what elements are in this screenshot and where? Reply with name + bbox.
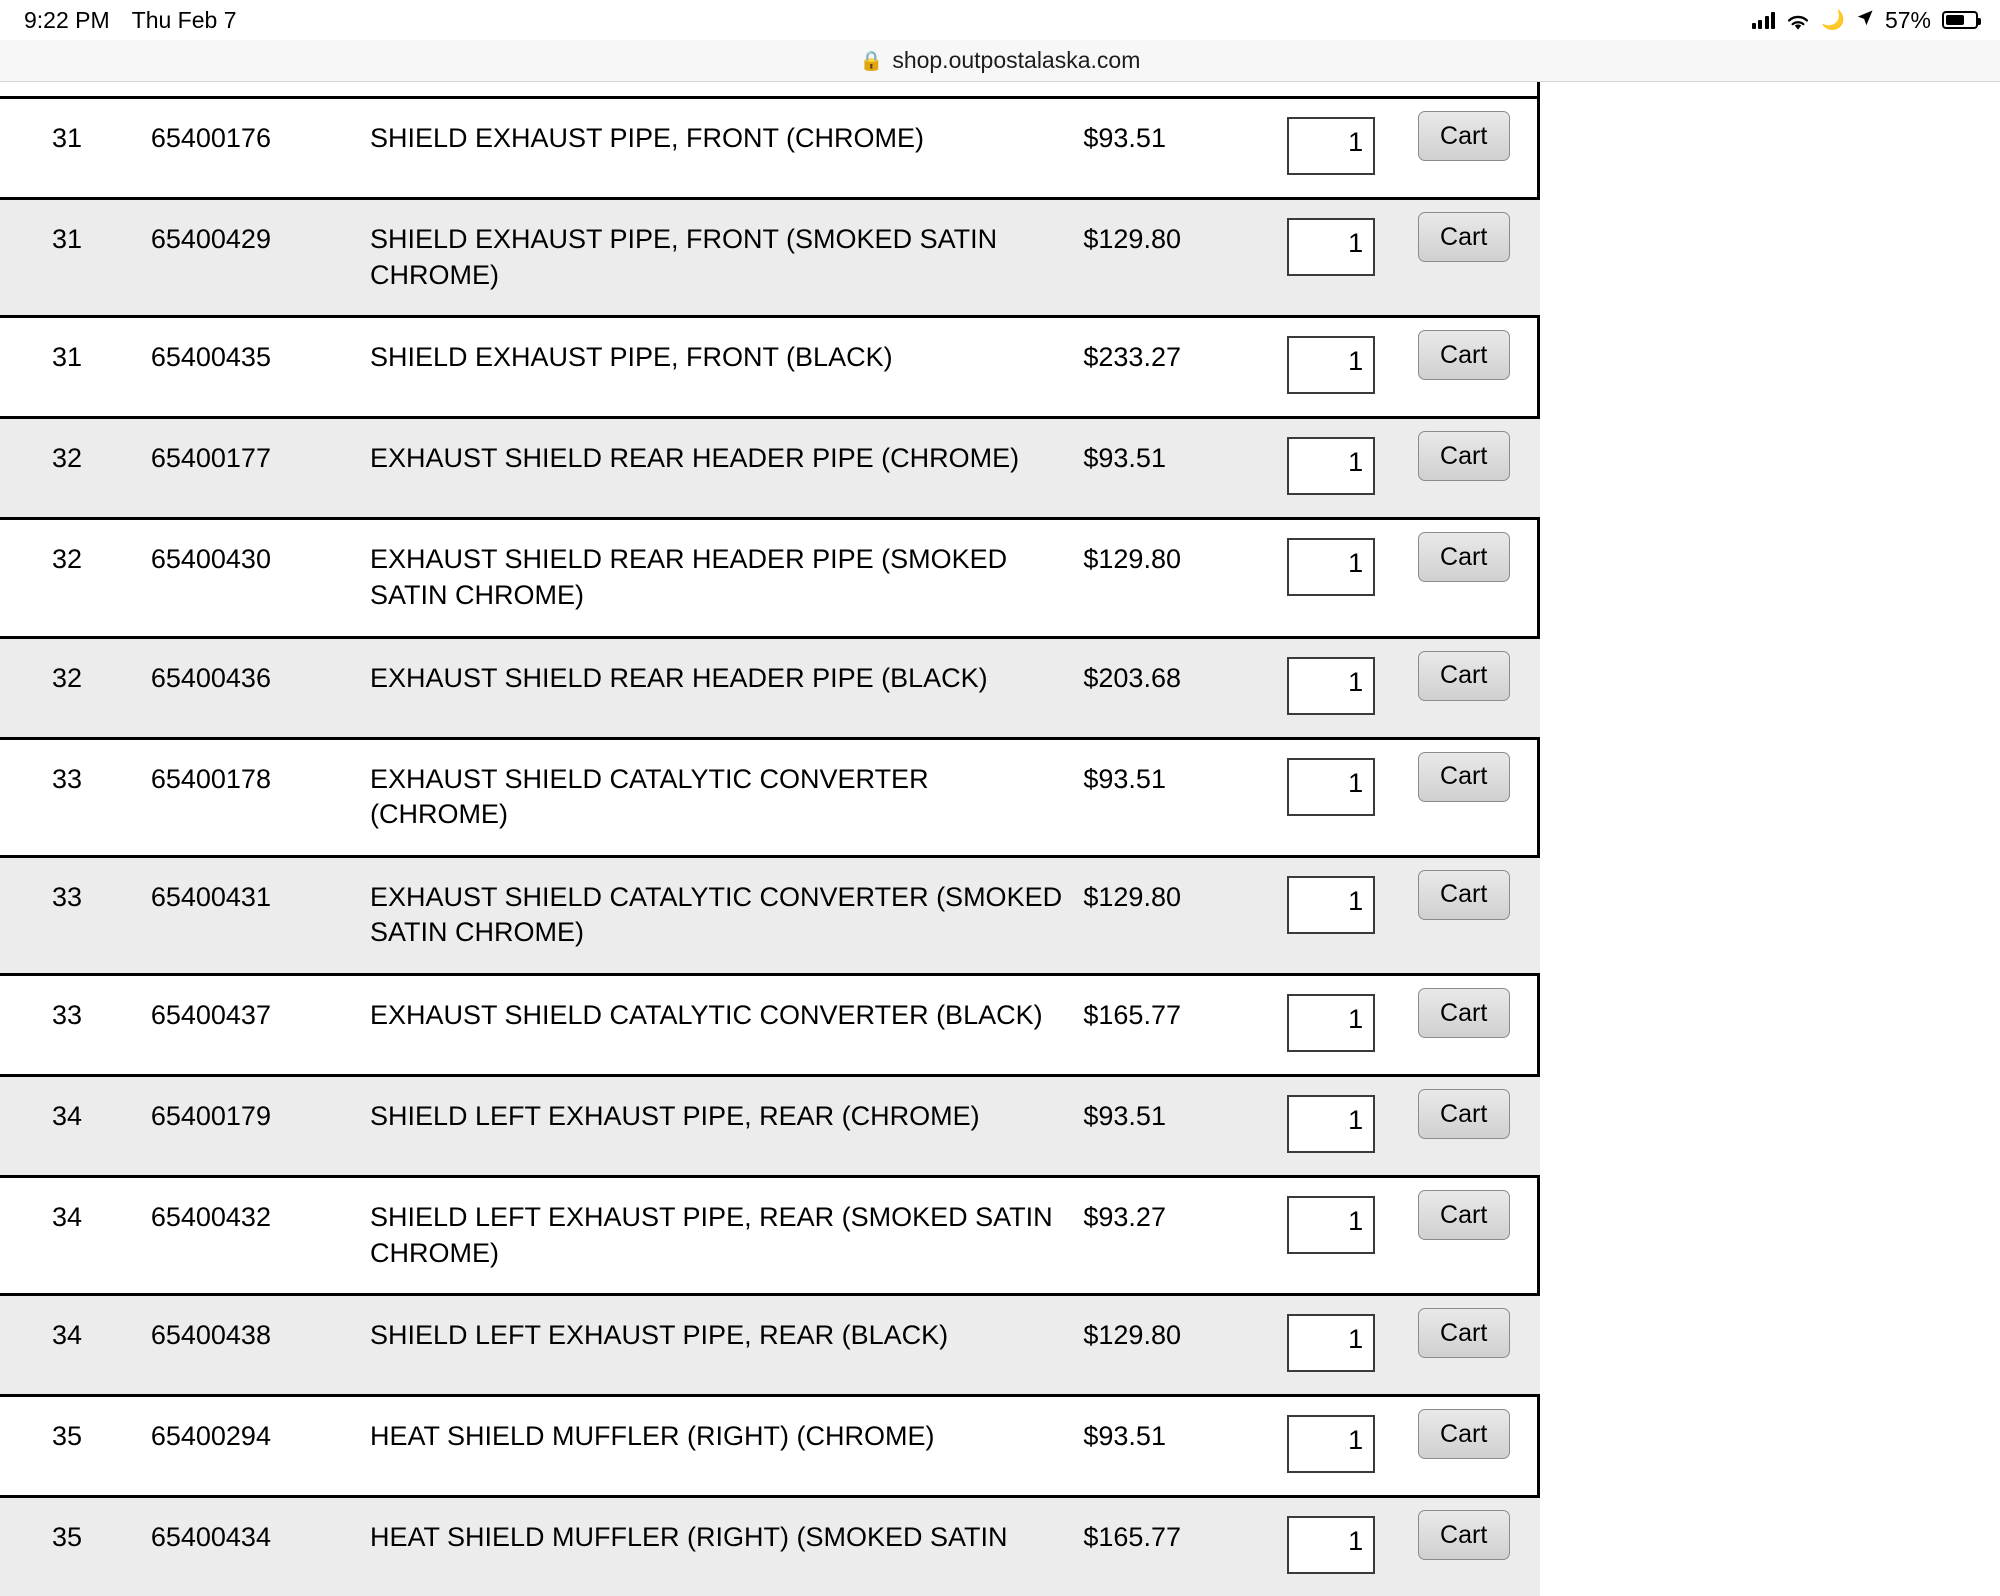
- cell-description: SHIELD LEFT EXHAUST PIPE, REAR (SMOKED SATIN CHROME): [370, 1177, 1083, 1295]
- add-to-cart-button[interactable]: Cart: [1418, 111, 1510, 161]
- cell-description: SHIELD LEFT EXHAUST PIPE, REAR (CHROME): [370, 1076, 1083, 1177]
- cell-part-number: 65400438: [151, 1295, 370, 1396]
- ios-status-bar: [0, 0, 2000, 40]
- cell-description: EXHAUST SHIELD CATALYTIC CONVERTER (SMOKED SATIN CHROME): [370, 856, 1083, 974]
- address-bar-url: shop.outpostalaska.com: [892, 47, 1140, 74]
- moon-icon: 🌙: [1821, 11, 1845, 30]
- add-to-cart-button[interactable]: Cart: [1418, 1409, 1510, 1459]
- cell-ref: 33: [0, 738, 151, 856]
- add-to-cart-button[interactable]: Cart: [1418, 330, 1510, 380]
- cell-price: $233.27: [1083, 317, 1287, 418]
- table-row: [0, 1396, 1540, 1497]
- cell-quantity: [1287, 975, 1417, 1076]
- quantity-input[interactable]: 1: [1287, 1314, 1375, 1372]
- cell-part-number: 65400178: [151, 738, 370, 856]
- cell-quantity: [1287, 637, 1417, 738]
- status-bar-date: Thu Feb 7: [132, 7, 237, 34]
- cell-description: EXHAUST SHIELD REAR HEADER PIPE (BLACK): [370, 637, 1083, 738]
- cell-description: SHIELD EXHAUST PIPE, FRONT (SMOKED SATIN CHROME): [370, 199, 1083, 317]
- browser-address-bar[interactable]: [0, 40, 2000, 82]
- table-row: [0, 199, 1540, 317]
- cell-price: $129.80: [1083, 519, 1287, 637]
- cell-ref: 33: [0, 975, 151, 1076]
- cell-description: SHIELD EXHAUST PIPE, FRONT (BLACK): [370, 317, 1083, 418]
- cell-quantity: [1287, 1295, 1417, 1396]
- parts-table: [0, 96, 1540, 1596]
- cell-quantity: [1287, 1497, 1417, 1596]
- cell-cart: [1418, 199, 1540, 317]
- table-top-edge: [0, 82, 1540, 96]
- cell-ref: 32: [0, 637, 151, 738]
- parts-table-wrapper: [0, 96, 1540, 1596]
- table-row: [0, 637, 1540, 738]
- cell-price: $129.80: [1083, 856, 1287, 974]
- cell-description: HEAT SHIELD MUFFLER (RIGHT) (SMOKED SATIN: [370, 1497, 1083, 1596]
- location-icon: [1856, 9, 1874, 31]
- cell-part-number: 65400177: [151, 418, 370, 519]
- cell-price: $93.27: [1083, 1177, 1287, 1295]
- table-row: [0, 738, 1540, 856]
- quantity-input[interactable]: 1: [1287, 994, 1375, 1052]
- table-row: [0, 1177, 1540, 1295]
- cell-ref: 35: [0, 1497, 151, 1596]
- page-content: [0, 82, 2000, 1499]
- table-row: [0, 519, 1540, 637]
- quantity-input[interactable]: 1: [1287, 538, 1375, 596]
- status-bar-time: 9:22 PM: [24, 7, 110, 34]
- quantity-input[interactable]: 1: [1287, 1196, 1375, 1254]
- cell-part-number: 65400429: [151, 199, 370, 317]
- cell-price: $165.77: [1083, 975, 1287, 1076]
- cell-quantity: [1287, 418, 1417, 519]
- quantity-input[interactable]: 1: [1287, 1415, 1375, 1473]
- table-row: [0, 1497, 1540, 1596]
- cell-part-number: 65400430: [151, 519, 370, 637]
- cell-part-number: 65400294: [151, 1396, 370, 1497]
- cell-quantity: [1287, 738, 1417, 856]
- cell-cart: [1418, 1177, 1540, 1295]
- cell-cart: [1418, 1295, 1540, 1396]
- cell-part-number: 65400437: [151, 975, 370, 1076]
- cell-ref: 34: [0, 1295, 151, 1396]
- table-row: [0, 317, 1540, 418]
- status-bar-right: [1752, 0, 1978, 40]
- cell-price: $93.51: [1083, 1396, 1287, 1497]
- cell-cart: [1418, 856, 1540, 974]
- add-to-cart-button[interactable]: Cart: [1418, 532, 1510, 582]
- add-to-cart-button[interactable]: Cart: [1418, 752, 1510, 802]
- cell-quantity: [1287, 519, 1417, 637]
- cell-description: HEAT SHIELD MUFFLER (RIGHT) (CHROME): [370, 1396, 1083, 1497]
- cell-ref: 31: [0, 98, 151, 199]
- cell-ref: 32: [0, 519, 151, 637]
- table-row: [0, 856, 1540, 974]
- cell-part-number: 65400432: [151, 1177, 370, 1295]
- page-right-gutter: [1540, 82, 2000, 1499]
- table-row: [0, 1295, 1540, 1396]
- cell-quantity: [1287, 317, 1417, 418]
- add-to-cart-button[interactable]: Cart: [1418, 870, 1510, 920]
- cell-ref: 33: [0, 856, 151, 974]
- cell-cart: [1418, 418, 1540, 519]
- cell-cart: [1418, 317, 1540, 418]
- cell-description: EXHAUST SHIELD CATALYTIC CONVERTER (CHROME): [370, 738, 1083, 856]
- cell-part-number: 65400431: [151, 856, 370, 974]
- cell-description: SHIELD LEFT EXHAUST PIPE, REAR (BLACK): [370, 1295, 1083, 1396]
- quantity-input[interactable]: 1: [1287, 1095, 1375, 1153]
- cell-part-number: 65400179: [151, 1076, 370, 1177]
- cell-ref: 32: [0, 418, 151, 519]
- cell-ref: 34: [0, 1177, 151, 1295]
- wifi-icon: [1786, 11, 1810, 29]
- parts-table-body: [0, 98, 1540, 1596]
- cell-price: $93.51: [1083, 1076, 1287, 1177]
- quantity-input[interactable]: 1: [1287, 758, 1375, 816]
- battery-icon: [1942, 11, 1978, 29]
- cell-part-number: 65400434: [151, 1497, 370, 1596]
- cell-ref: 31: [0, 317, 151, 418]
- cell-ref: 34: [0, 1076, 151, 1177]
- quantity-input[interactable]: 1: [1287, 336, 1375, 394]
- cell-part-number: 65400435: [151, 317, 370, 418]
- cell-price: $93.51: [1083, 98, 1287, 199]
- cell-ref: 35: [0, 1396, 151, 1497]
- add-to-cart-button[interactable]: Cart: [1418, 1190, 1510, 1240]
- cell-description: SHIELD EXHAUST PIPE, FRONT (CHROME): [370, 98, 1083, 199]
- status-bar-left: [24, 7, 237, 34]
- cell-cart: [1418, 1076, 1540, 1177]
- add-to-cart-button[interactable]: Cart: [1418, 1308, 1510, 1358]
- signal-icon: [1752, 11, 1776, 29]
- cell-price: $165.77: [1083, 1497, 1287, 1596]
- quantity-input[interactable]: 1: [1287, 117, 1375, 175]
- cell-part-number: 65400436: [151, 637, 370, 738]
- cell-cart: [1418, 1396, 1540, 1497]
- cell-price: $129.80: [1083, 199, 1287, 317]
- table-row: [0, 1076, 1540, 1177]
- cell-price: $203.68: [1083, 637, 1287, 738]
- table-row: [0, 975, 1540, 1076]
- cell-quantity: [1287, 1177, 1417, 1295]
- cell-cart: [1418, 1497, 1540, 1596]
- cell-price: $93.51: [1083, 738, 1287, 856]
- quantity-input[interactable]: 1: [1287, 657, 1375, 715]
- cell-quantity: [1287, 199, 1417, 317]
- cell-description: EXHAUST SHIELD REAR HEADER PIPE (SMOKED SATIN CHROME): [370, 519, 1083, 637]
- cell-quantity: [1287, 856, 1417, 974]
- cell-cart: [1418, 519, 1540, 637]
- add-to-cart-button[interactable]: Cart: [1418, 431, 1510, 481]
- add-to-cart-button[interactable]: Cart: [1418, 212, 1510, 262]
- table-row: [0, 418, 1540, 519]
- quantity-input[interactable]: 1: [1287, 876, 1375, 934]
- cell-description: EXHAUST SHIELD REAR HEADER PIPE (CHROME): [370, 418, 1083, 519]
- cell-quantity: [1287, 1396, 1417, 1497]
- add-to-cart-button[interactable]: Cart: [1418, 1510, 1510, 1560]
- lock-icon: 🔒: [860, 49, 884, 73]
- cell-description: EXHAUST SHIELD CATALYTIC CONVERTER (BLACK): [370, 975, 1083, 1076]
- cell-cart: [1418, 98, 1540, 199]
- table-row: [0, 98, 1540, 199]
- cell-ref: 31: [0, 199, 151, 317]
- cell-cart: [1418, 738, 1540, 856]
- quantity-input[interactable]: 1: [1287, 437, 1375, 495]
- add-to-cart-button[interactable]: Cart: [1418, 1089, 1510, 1139]
- cell-quantity: [1287, 98, 1417, 199]
- add-to-cart-button[interactable]: Cart: [1418, 988, 1510, 1038]
- cell-price: $93.51: [1083, 418, 1287, 519]
- cell-quantity: [1287, 1076, 1417, 1177]
- quantity-input[interactable]: 1: [1287, 1516, 1375, 1574]
- quantity-input[interactable]: 1: [1287, 218, 1375, 276]
- cell-cart: [1418, 637, 1540, 738]
- add-to-cart-button[interactable]: Cart: [1418, 651, 1510, 701]
- cell-cart: [1418, 975, 1540, 1076]
- cell-price: $129.80: [1083, 1295, 1287, 1396]
- cell-part-number: 65400176: [151, 98, 370, 199]
- battery-percent: 57%: [1885, 7, 1931, 34]
